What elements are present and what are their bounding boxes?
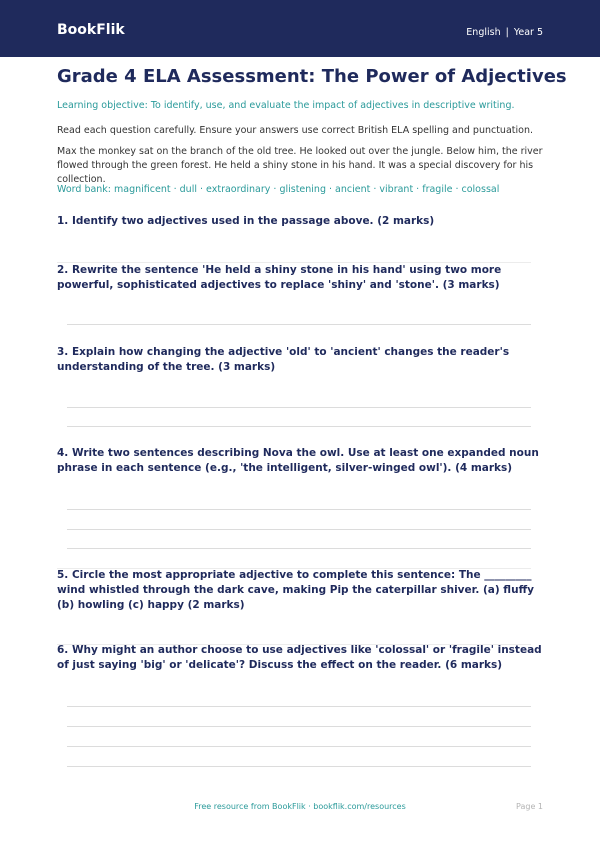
page-header (0, 0, 600, 57)
passage: Max the monkey sat on the branch of the old tree. He looked out over the jungle. Below him, the river flowed through the green forest. He held a shiny stone in his hand. It was a special discovery for his collection. (57, 146, 543, 185)
word-bank: Word bank: magnificent · dull · extraordinary · glistening · ancient · vibrant · fragile · colossal (57, 184, 500, 195)
question-4: 4. Write two sentences describing Nova the owl. Use at least one expanded noun phrase in each sentence (e.g., 'the intelligent, silver-winged owl'). (4 marks) (57, 447, 539, 474)
subject-label: English (466, 27, 501, 38)
question-6: 6. Why might an author choose to use adjectives like 'colossal' or 'fragile' instead of just saying 'big' or 'delicate'? Discuss the effect on the reader. (6 marks) (57, 644, 542, 671)
page-title: Grade 4 ELA Assessment: The Power of Adjectives (57, 66, 567, 87)
question-3: 3. Explain how changing the adjective 'old' to 'ancient' changes the reader's understanding of the tree. (3 marks) (57, 346, 510, 373)
answer-line[interactable] (67, 746, 531, 747)
answer-line[interactable] (67, 726, 531, 727)
learning-objective: Learning objective: To identify, use, and evaluate the impact of adjectives in descriptive writing. (57, 100, 515, 111)
answer-line[interactable] (67, 548, 531, 549)
answer-line[interactable] (67, 509, 531, 510)
page-number: Page 1 (516, 802, 543, 811)
question-1: 1. Identify two adjectives used in the passage above. (2 marks) (57, 215, 435, 227)
answer-line[interactable] (67, 529, 531, 530)
year-label: Year 5 (513, 27, 543, 38)
answer-line[interactable] (67, 426, 531, 427)
question-2: 2. Rewrite the sentence 'He held a shiny stone in his hand' using two more powerful, sophisticated adjectives to replace 'shiny' and 'stone'. (3 marks) (57, 264, 502, 291)
question-5: 5. Circle the most appropriate adjective to complete this sentence: The _________ wind whistled through the dark cave, making Pip the caterpillar shiver. (a) fluffy (b) howling (c) happy (2 marks) (57, 569, 534, 611)
answer-line[interactable] (67, 706, 531, 707)
brand-logo: BookFlik (57, 22, 125, 38)
answer-line[interactable] (67, 766, 531, 767)
answer-line[interactable] (67, 407, 531, 408)
instructions: Read each question carefully. Ensure your answers use correct British ELA spelling and punctuation. (57, 125, 533, 136)
footer-text: Free resource from BookFlik · bookflik.com/resources (194, 802, 406, 811)
header-meta (466, 27, 543, 39)
answer-line[interactable] (67, 324, 531, 325)
header-separator: | (505, 27, 509, 38)
